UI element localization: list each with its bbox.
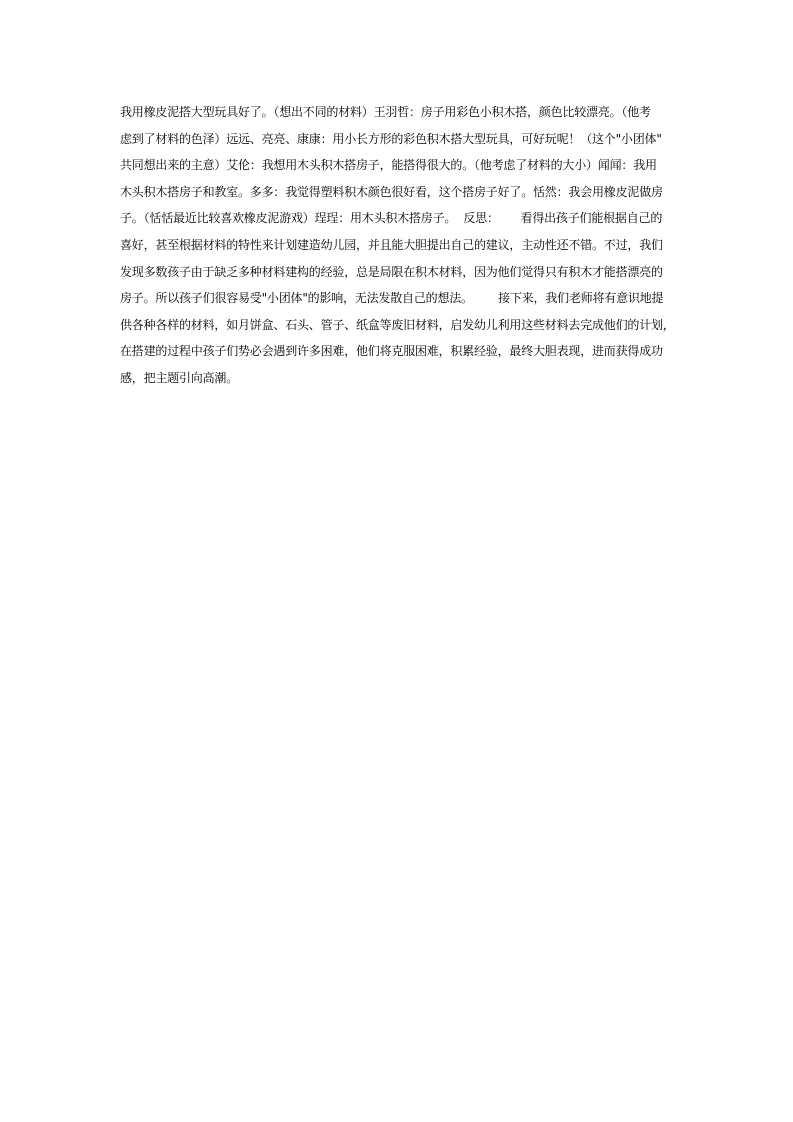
- body-paragraph: [120, 99, 676, 392]
- text-line-8: 房子。所以孩子们很容易受"小团体"的影响，无法发散自己的想法。 接下来，我们老师将有意识地提: [120, 291, 664, 306]
- text-line-11: 感，把主题引向高潮。: [120, 370, 239, 385]
- text-line-1: 我用橡皮泥搭大型玩具好了。（想出不同的材料）王羽哲：房子用彩色小积木搭，颜色比较漂亮。（他考: [120, 105, 651, 119]
- text-line-5: 子。（恬恬最近比较喜欢橡皮泥游戏）珵珵：用木头积木搭房子。 反思： 看得出孩子们能根据自己的: [120, 211, 663, 226]
- text-line-7: 发现多数孩子由于缺乏多种材料建构的经验，总是局限在积木材料，因为他们觉得只有积木才能搭漂亮的: [120, 264, 663, 279]
- text-line-2: 虑到了材料的色泽）远远、亮亮、康康：用小长方形的彩色积木搭大型玩具，可好玩呢！（这个"小团体": [120, 131, 662, 146]
- text-line-10: 在搭建的过程中孩子们势必会遇到许多困难，他们将克服困难，积累经验，最终大胆表现，进而获得成功: [120, 344, 663, 359]
- text-line-6: 喜好，甚至根据材料的特性来计划建造幼儿园，并且能大胆提出自己的建议，主动性还不错。不过，我们: [120, 237, 663, 252]
- text-line-4: 木头积木搭房子和教室。多多：我觉得塑料积木颜色很好看，这个搭房子好了。恬然：我会用橡皮泥做房: [120, 184, 663, 199]
- text-line-9: 供各种各样的材料，如月饼盒、石头、管子、纸盒等废旧材料，启发幼儿利用这些材料去完成他们的计划，: [120, 317, 675, 332]
- text-line-3: 共同想出来的主意）艾伦：我想用木头积木搭房子，能搭得很大的。（他考虑了材料的大小）闻闻：我用: [120, 158, 657, 173]
